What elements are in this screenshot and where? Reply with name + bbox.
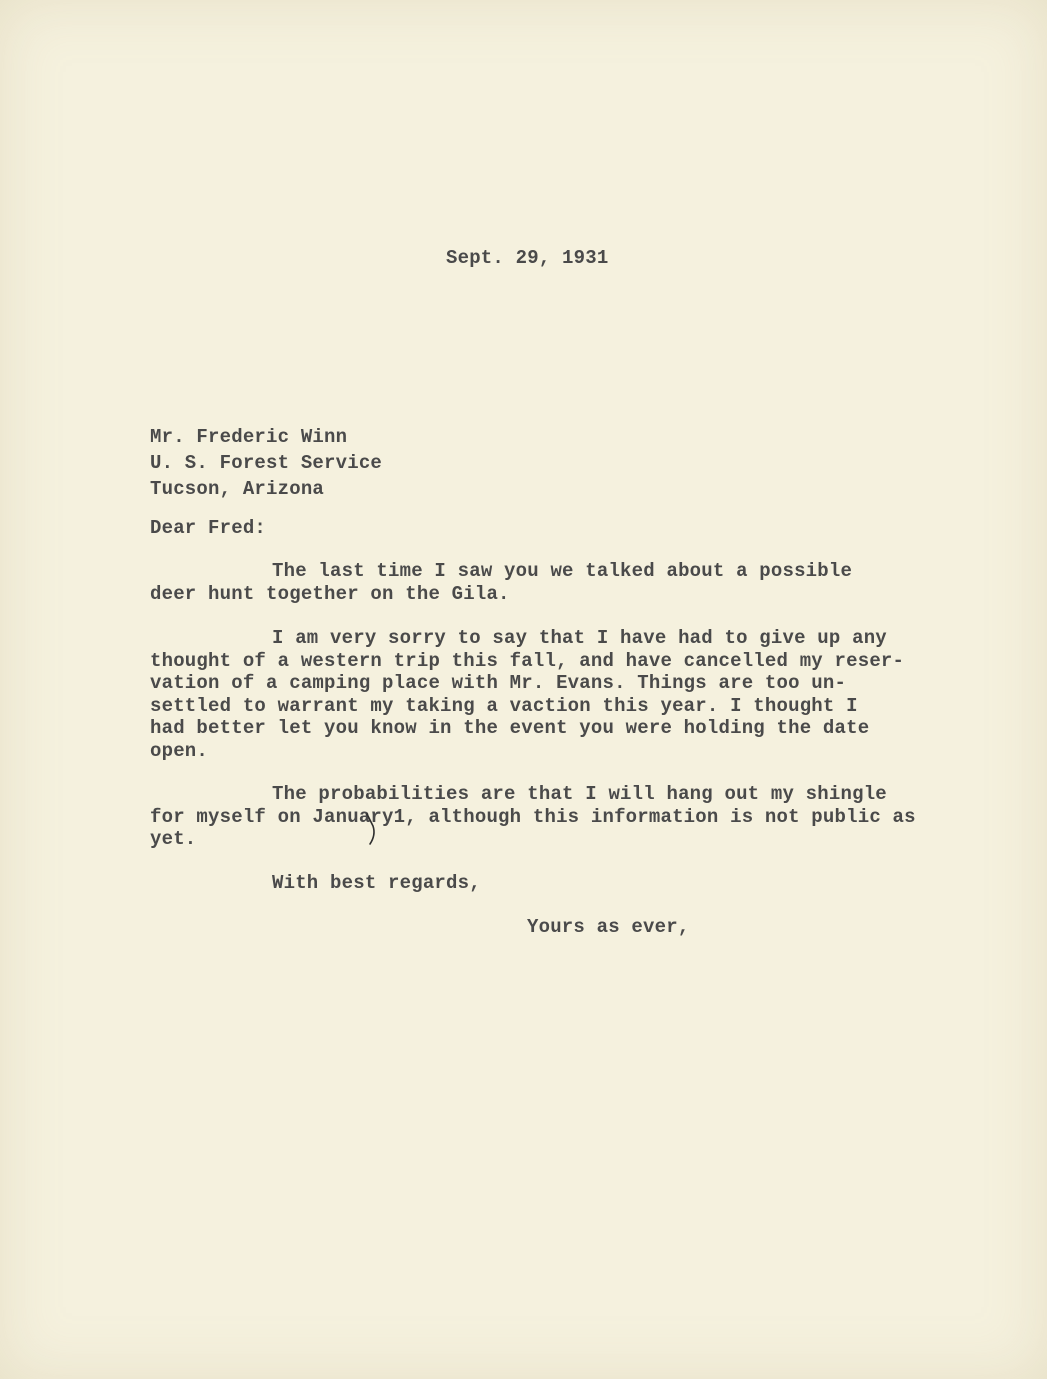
signoff: Yours as ever,	[527, 916, 690, 938]
paragraph-line: settled to warrant my taking a vaction this year. I thought I	[150, 694, 858, 717]
recipient-organization: U. S. Forest Service	[150, 452, 383, 474]
paragraph-line: deer hunt together on the Gila.	[150, 582, 510, 605]
paragraph-line: had better let you know in the event you were holding the date	[150, 717, 870, 739]
handwritten-correction-mark	[362, 808, 380, 848]
recipient-address	[150, 424, 382, 502]
paragraph-line: open.	[150, 739, 209, 762]
closing: With best regards,	[272, 872, 481, 894]
paragraph-line: thought of a western trip this fall, and have cancelled my reser-	[150, 649, 905, 672]
paragraph-3	[150, 783, 916, 851]
paragraph-line: The last time I saw you we talked about a possible	[272, 560, 853, 582]
paragraph-line: I am very sorry to say that I have had to give up any	[272, 627, 887, 649]
paragraph-line: for myself on January1, although this information is not public as	[150, 805, 916, 828]
paragraph-2	[150, 627, 905, 762]
paragraph-line: yet.	[150, 828, 197, 850]
letter-date: Sept. 29, 1931	[446, 247, 609, 269]
paragraph-1	[150, 560, 880, 605]
paragraph-line: vation of a camping place with Mr. Evans. Things are too un-	[150, 672, 847, 694]
paragraph-line: The probabilities are that I will hang out my shingle	[272, 783, 887, 805]
recipient-name: Mr. Frederic Winn	[150, 426, 348, 448]
salutation: Dear Fred:	[150, 517, 267, 539]
recipient-location: Tucson, Arizona	[150, 478, 325, 500]
